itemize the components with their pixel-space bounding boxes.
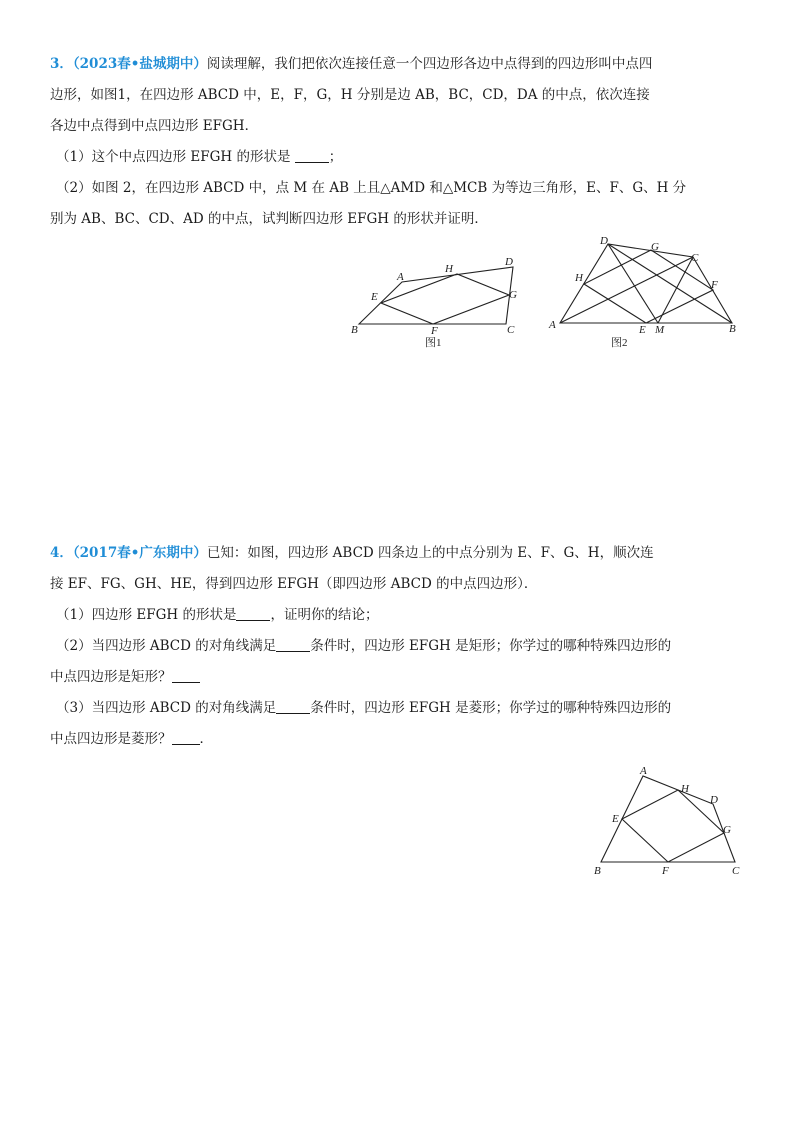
label-e: E — [371, 291, 378, 303]
label-h: H — [575, 272, 583, 284]
label-a: A — [640, 765, 647, 777]
problem-4-question-2-line2: 中点四边形是矩形？ — [50, 667, 750, 687]
label-g: G — [651, 241, 659, 253]
label-c: C — [507, 324, 515, 336]
problem-number: 4 — [50, 545, 60, 561]
problem-3-intro-line1: 3．（2023春•盐城期中）阅读理解，我们把依次连接任意一个四边形各边中点得到的四边形叫中点四 — [50, 56, 653, 72]
label-a: A — [549, 319, 556, 331]
problem-4-question-2-line1: （2）当四边形 ABCD 的对角线满足 条件时，四边形 EFGH 是矩形；你学过的哪种特殊四边形的 — [56, 638, 672, 654]
problem-3-question-2-line1: （2）如图 2，在四边形 ABCD 中，点 M 在 AB 上且△AMD 和△MCB 为等边三角形，E、F、G、H 分 — [56, 180, 687, 196]
label-c: C — [732, 865, 740, 877]
answer-blank[interactable] — [236, 606, 270, 621]
problem-3-intro-line3: 各边中点得到中点四边形 EFGH． — [50, 118, 259, 134]
figure-2 — [545, 232, 745, 350]
label-h: H — [681, 783, 689, 795]
problem-4-question-3-line1: （3）当四边形 ABCD 的对角线满足 条件时，四边形 EFGH 是菱形；你学过的哪种特殊四边形的 — [56, 700, 672, 716]
quad-abcd — [359, 267, 513, 324]
quad-efgh — [622, 790, 724, 862]
label-d: D — [505, 256, 513, 268]
problem-3-question-2-line2: 别为 AB、BC、CD、AD 的中点，试判断四边形 EFGH 的形状并证明． — [50, 211, 488, 227]
label-d: D — [710, 794, 718, 806]
label-h: H — [445, 263, 453, 275]
label-b: B — [594, 865, 601, 877]
label-d: D — [600, 235, 608, 247]
label-f: F — [431, 325, 438, 337]
problem-source: （2017春•广东期中） — [72, 545, 207, 561]
label-a: A — [397, 271, 404, 283]
label-m: M — [655, 324, 665, 336]
figure-problem-4 — [588, 764, 748, 882]
label-g: G — [723, 824, 731, 836]
problem-3-intro-line2: 边形，如图1，在四边形 ABCD 中，E，F，G，H 分别是边 AB，BC，CD，DA 的中点，依次连接 — [50, 87, 650, 103]
figure-1-caption: 图1 — [425, 337, 442, 349]
quad-abcd — [601, 776, 735, 862]
problem-4-question-1: （1）四边形 EFGH 的形状是 ，证明你的结论； — [56, 607, 379, 623]
label-b: B — [729, 323, 736, 335]
problem-4 — [50, 543, 750, 760]
problem-4-intro-line1: 4．（2017春•广东期中）已知：如图，四边形 ABCD 四条边上的中点分别为 E、F、G、H，顺次连 — [50, 545, 654, 561]
label-b: B — [351, 324, 358, 336]
label-c: C — [691, 252, 699, 264]
problem-4-intro-line2: 接 EF、FG、GH、HE，得到四边形 EFGH（即四边形 ABCD 的中点四边形）． — [50, 576, 538, 592]
label-f: F — [711, 279, 718, 291]
figure-1 — [345, 250, 535, 350]
label-f: F — [662, 865, 669, 877]
answer-blank[interactable] — [172, 668, 200, 683]
problem-4-question-3-line2: 中点四边形是菱形？ ． — [50, 731, 213, 747]
problem-number: 3 — [50, 56, 60, 72]
problem-3-question-1: （1）这个中点四边形 EFGH 的形状是 ； — [56, 149, 343, 165]
answer-blank[interactable] — [172, 730, 200, 745]
problem-3 — [50, 54, 750, 240]
label-e: E — [612, 813, 619, 825]
label-e: E — [639, 324, 646, 336]
answer-blank[interactable] — [295, 148, 329, 163]
figure-2-caption: 图2 — [611, 337, 628, 349]
label-g: G — [509, 289, 517, 301]
answer-blank[interactable] — [276, 699, 310, 714]
answer-blank[interactable] — [276, 637, 310, 652]
problem-source: （2023春•盐城期中） — [72, 56, 207, 72]
